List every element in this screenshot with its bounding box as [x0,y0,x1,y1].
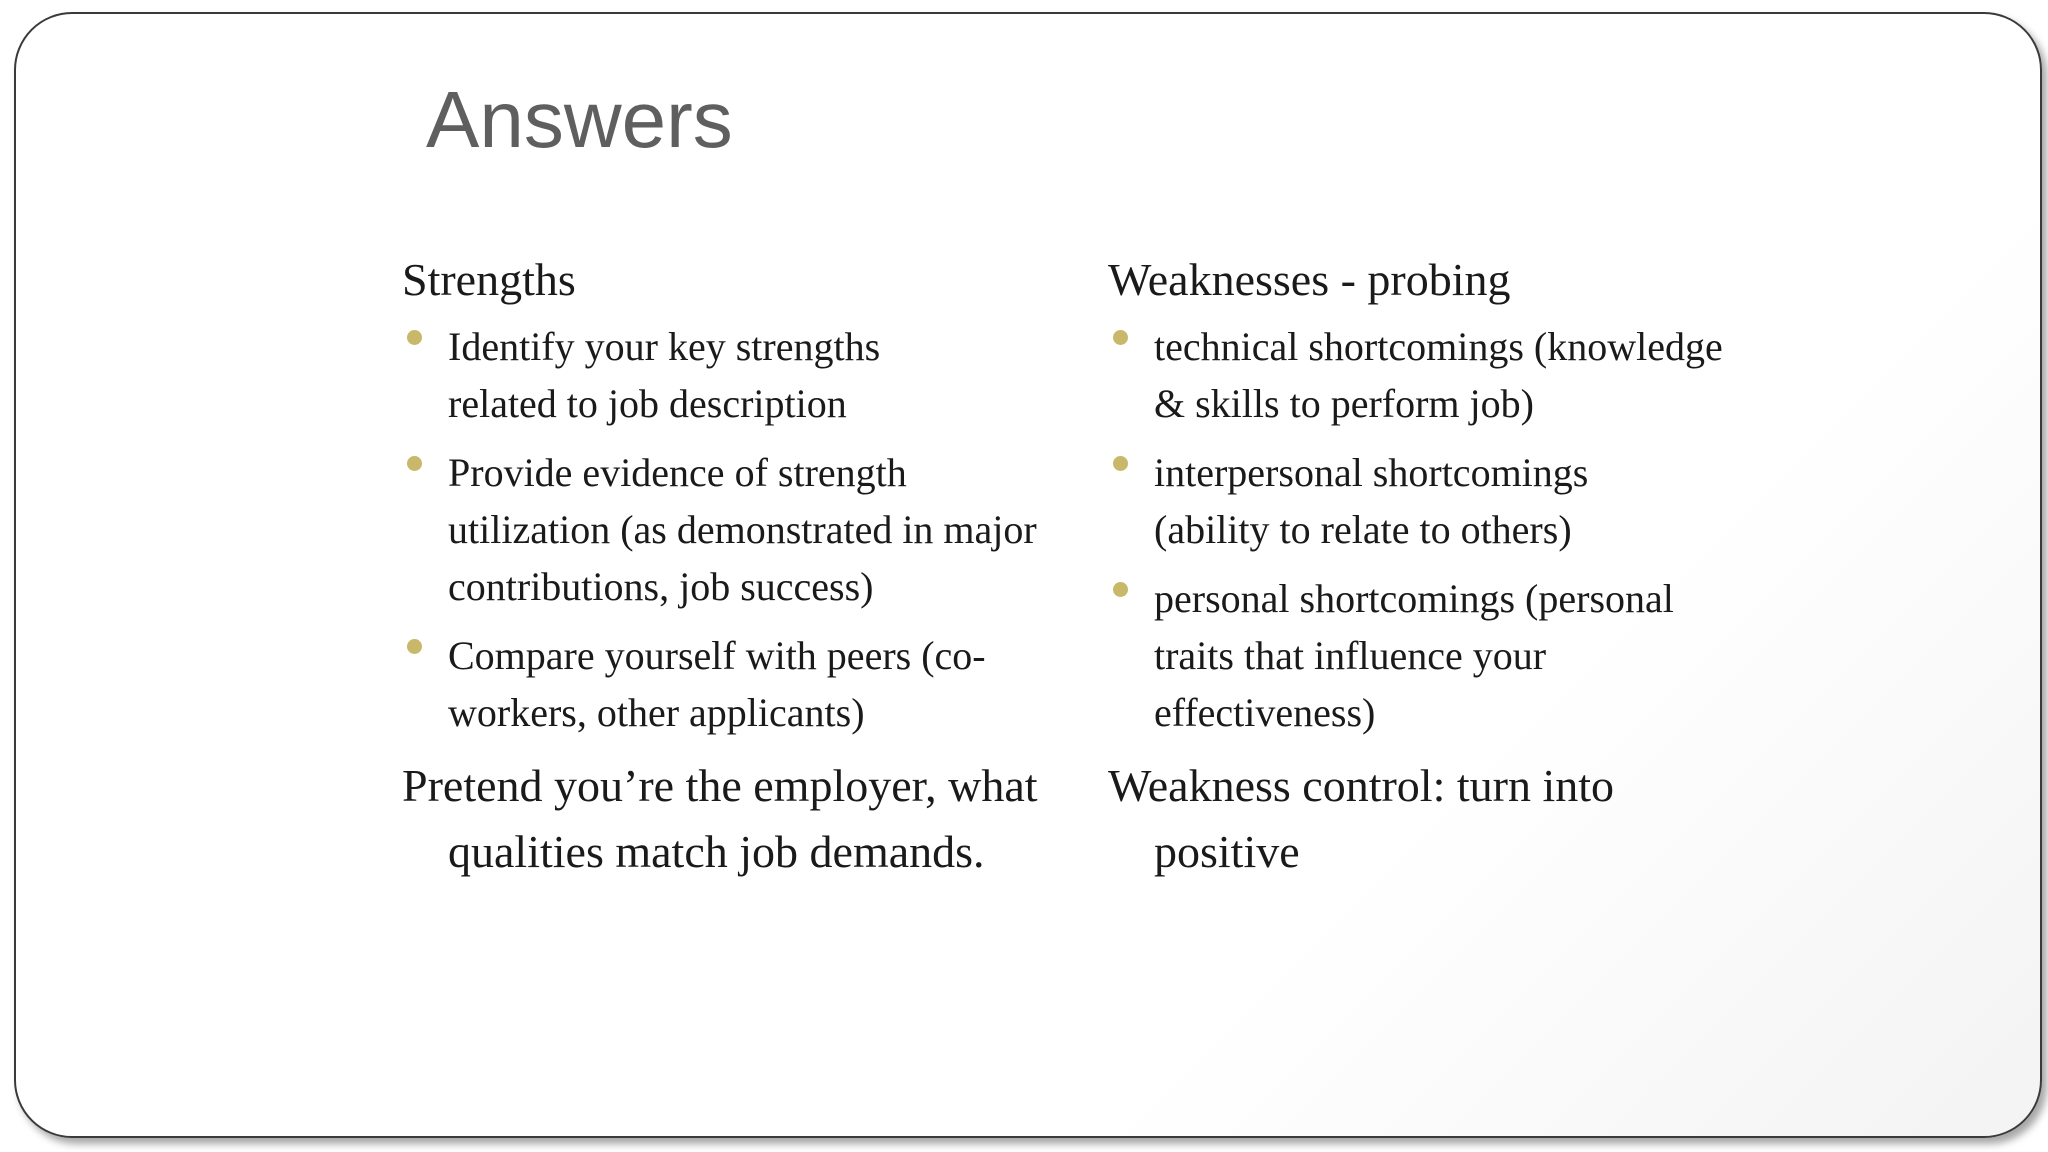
list-item [1108,444,1674,558]
list-item [1108,570,1754,741]
bullet-icon [407,330,422,345]
list-item [402,444,1038,615]
bullet-icon [1113,456,1128,471]
list-item-text: technical shortcomings (knowledge & skills to perform job) [1154,324,1723,426]
weaknesses-list [1108,318,1748,741]
list-item-text: Identify your key strengths related to job description [448,324,881,426]
bullet-icon [407,639,422,654]
strengths-column [402,246,1042,885]
list-item [1108,318,1734,432]
weaknesses-closing: Weakness control: turn into positive [1108,760,1615,877]
strengths-list [402,318,1042,741]
list-item-text: personal shortcomings (personal traits that influence your effectiveness) [1154,576,1674,735]
strengths-closing: Pretend you’re the employer, what qualities match job demands. [402,760,1038,877]
slide-title: Answers [426,75,733,164]
list-item-text: Provide evidence of strength utilization (as demonstrated in major contributions, job success) [448,450,1037,609]
list-item-text: Compare yourself with peers (co-workers, other applicants) [448,633,986,735]
weaknesses-heading: Weaknesses - probing [1108,254,1511,305]
bullet-icon [1113,582,1128,597]
bullet-icon [407,456,422,471]
bullet-icon [1113,330,1128,345]
list-item-text: interpersonal shortcomings (ability to relate to others) [1154,450,1589,552]
weaknesses-column [1108,246,1748,885]
list-item [402,627,1048,741]
slide [14,12,2042,1138]
list-item [402,318,918,432]
strengths-heading: Strengths [402,254,576,305]
